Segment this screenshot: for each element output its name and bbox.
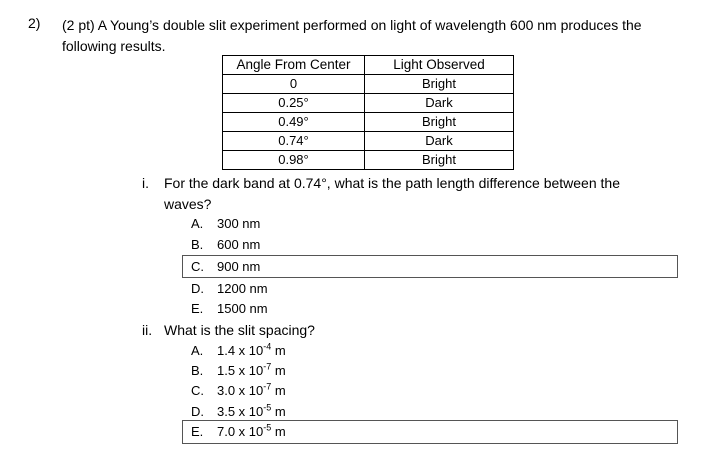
option-letter: A.	[191, 343, 204, 358]
part-ii-question	[142, 320, 315, 340]
option-letter: C.	[191, 383, 204, 398]
part-i-line1: For the dark band at 0.74°, what is the path length difference between the	[164, 175, 620, 191]
part-ii-option-b[interactable]	[191, 361, 286, 381]
part-ii-option-d[interactable]	[191, 402, 286, 422]
option-letter: B.	[191, 237, 204, 252]
table-row	[223, 94, 514, 113]
part-i-option-c[interactable]	[191, 257, 260, 277]
table-header-row	[223, 56, 514, 75]
option-unit: m	[271, 424, 286, 439]
part-ii-option-c[interactable]	[191, 381, 286, 401]
part-i-option-e[interactable]	[191, 299, 268, 319]
angle-cell: 0	[223, 75, 365, 94]
table-row	[223, 75, 514, 94]
option-letter: D.	[191, 281, 204, 296]
option-letter: A.	[191, 216, 204, 231]
angle-cell: 0.98°	[223, 151, 365, 170]
option-text: 1500 nm	[217, 301, 268, 316]
option-exponent: -5	[263, 422, 272, 433]
option-exponent: -5	[263, 402, 272, 413]
option-text: 1200 nm	[217, 281, 268, 296]
part-ii-option-e[interactable]	[191, 422, 286, 442]
light-cell: Bright	[365, 113, 514, 132]
option-letter: B.	[191, 363, 204, 378]
light-cell: Dark	[365, 132, 514, 151]
table-row	[223, 151, 514, 170]
table-row	[223, 132, 514, 151]
option-exponent: -7	[263, 361, 272, 372]
option-mantissa: 1.5 x 10	[217, 363, 264, 378]
part-ii-text: What is the slit spacing?	[164, 322, 315, 338]
option-unit: m	[271, 383, 286, 398]
results-table	[222, 55, 514, 170]
angle-cell: 0.25°	[223, 94, 365, 113]
header-light: Light Observed	[365, 56, 514, 75]
light-cell: Bright	[365, 151, 514, 170]
option-exponent: -4	[263, 341, 272, 352]
option-mantissa: 3.0 x 10	[217, 383, 264, 398]
option-letter: D.	[191, 404, 204, 419]
option-letter: C.	[191, 259, 204, 274]
option-unit: m	[271, 404, 286, 419]
part-i-option-b[interactable]	[191, 235, 260, 255]
option-letter: E.	[191, 424, 204, 439]
part-i-option-d[interactable]	[191, 279, 268, 299]
part-ii-numeral: ii.	[142, 322, 153, 338]
option-text: 300 nm	[217, 216, 261, 231]
option-unit: m	[271, 363, 286, 378]
light-cell: Dark	[365, 94, 514, 113]
angle-cell: 0.74°	[223, 132, 365, 151]
option-mantissa: 7.0 x 10	[217, 424, 264, 439]
part-i-question	[142, 173, 620, 193]
option-letter: E.	[191, 301, 204, 316]
option-text: 900 nm	[217, 259, 261, 274]
angle-cell: 0.49°	[223, 113, 365, 132]
option-mantissa: 3.5 x 10	[217, 404, 264, 419]
question-text: (2 pt) A Young’s double slit experiment performed on light of wavelength 600 nm produces the following results.	[62, 17, 642, 54]
part-i-numeral: i.	[142, 175, 149, 191]
table-row	[223, 113, 514, 132]
part-i-option-a[interactable]	[191, 214, 260, 234]
option-exponent: -7	[263, 381, 272, 392]
option-mantissa: 1.4 x 10	[217, 343, 264, 358]
part-i-line2: waves?	[164, 196, 212, 212]
option-text: 600 nm	[217, 237, 261, 252]
question-number: 2)	[28, 15, 41, 31]
option-unit: m	[271, 343, 286, 358]
light-cell: Bright	[365, 75, 514, 94]
header-angle: Angle From Center	[223, 56, 365, 75]
part-ii-option-a[interactable]	[191, 341, 286, 361]
